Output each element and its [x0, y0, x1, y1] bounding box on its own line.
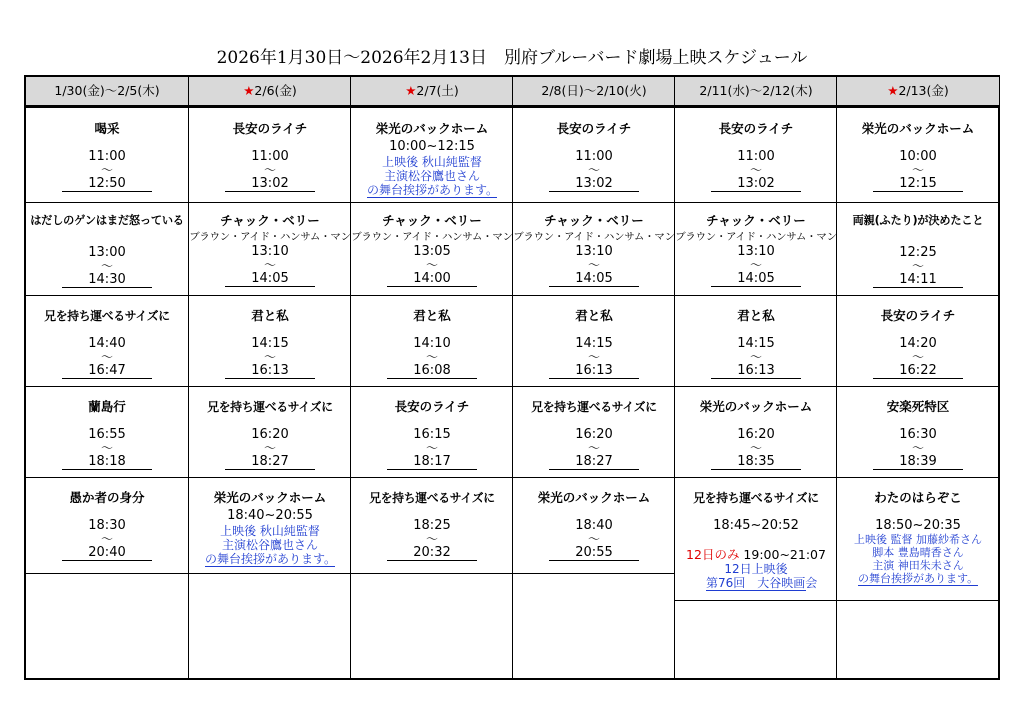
day-header	[351, 77, 513, 108]
screening-slot	[351, 387, 513, 478]
end-time: 14:00	[387, 271, 477, 287]
show-time: 10:00~12:15	[389, 139, 475, 154]
screening-slot	[189, 296, 351, 387]
empty-slot	[26, 574, 188, 680]
day-header	[837, 77, 999, 108]
day-header	[513, 77, 675, 108]
empty-slot	[351, 574, 513, 680]
start-time: 14:10	[413, 336, 451, 351]
tilde: ～	[587, 441, 600, 455]
tilde: ～	[425, 350, 438, 364]
end-time: 18:39	[873, 454, 963, 470]
screening-slot	[675, 203, 837, 296]
start-time: 16:20	[251, 427, 289, 442]
star-icon: ★	[887, 83, 899, 98]
tilde: ～	[100, 350, 113, 364]
screening-slot	[675, 296, 837, 387]
event-note: 主演松谷鷹也さん	[221, 538, 318, 552]
screening-slot	[351, 478, 513, 574]
start-time: 13:10	[575, 244, 613, 259]
screening-slot	[513, 387, 675, 478]
end-time: 12:15	[873, 176, 963, 192]
start-time: 14:40	[88, 336, 126, 351]
screening-slot	[26, 478, 188, 574]
empty-slot	[837, 601, 999, 680]
empty-slot	[513, 574, 675, 680]
screening-slot	[26, 296, 188, 387]
tilde: ～	[749, 258, 762, 272]
end-time: 18:17	[387, 454, 477, 470]
film-title: 君と私	[413, 308, 451, 323]
event-note: 上映後 秋山純監督	[220, 524, 320, 538]
start-time: 14:15	[737, 336, 775, 351]
screening-slot	[675, 387, 837, 478]
event-note: の舞台挨拶があります。	[205, 552, 337, 566]
screening-slot	[675, 108, 837, 203]
day-column	[836, 77, 999, 678]
screening-slot	[837, 108, 999, 203]
film-title: 長安のライチ	[718, 121, 794, 136]
tilde: ～	[749, 350, 762, 364]
end-time: 20:55	[549, 545, 639, 561]
end-time: 18:18	[62, 454, 152, 470]
end-time: 14:05	[549, 271, 639, 287]
film-title: 長安のライチ	[394, 399, 470, 414]
film-title: 君と私	[575, 308, 613, 323]
film-title: 栄光のバックホーム	[537, 490, 651, 505]
screening-slot	[837, 387, 999, 478]
screening-slot	[513, 296, 675, 387]
day-date: 2/11(水)～2/12(木)	[699, 83, 813, 98]
star-icon: ★	[243, 83, 255, 98]
show-time: 18:45~20:52	[713, 518, 799, 533]
film-subtitle: ブラウン・アイド・ハンサム・マン	[189, 231, 351, 243]
screening-slot	[189, 203, 351, 296]
tilde: ～	[425, 532, 438, 546]
day-date: 2/7(土)	[416, 83, 459, 98]
tilde: ～	[587, 532, 600, 546]
film-title: 栄光のバックホーム	[213, 490, 327, 505]
screening-slot	[513, 478, 675, 574]
start-time: 13:05	[413, 244, 451, 259]
film-title: チャック・ベリー	[706, 213, 806, 228]
day-date: 2/6(金)	[254, 83, 297, 98]
star-icon: ★	[405, 83, 417, 98]
start-time: 11:00	[737, 149, 775, 164]
end-time: 16:47	[62, 363, 152, 379]
start-time: 18:25	[413, 518, 451, 533]
screening-slot	[513, 203, 675, 296]
start-time: 16:20	[575, 427, 613, 442]
end-time: 13:02	[549, 176, 639, 192]
tilde: ～	[263, 441, 276, 455]
event-note: 上映後 監督 加藤紗希さん	[854, 533, 982, 546]
screening-slot	[351, 108, 513, 203]
show-time: 18:50~20:35	[875, 518, 961, 533]
film-title: 兄を持ち運べるサイズに	[207, 400, 333, 414]
empty-slot	[675, 601, 837, 680]
start-time: 18:30	[88, 518, 126, 533]
start-time: 16:20	[737, 427, 775, 442]
event-note: 第76回 大谷映画会	[706, 576, 818, 590]
special-show	[675, 547, 837, 562]
start-time: 14:20	[899, 336, 937, 351]
end-time: 12:50	[62, 176, 152, 192]
end-time: 16:08	[387, 363, 477, 379]
screening-slot	[837, 478, 999, 601]
end-time: 16:13	[549, 363, 639, 379]
tilde: ～	[263, 258, 276, 272]
tilde: ～	[100, 259, 113, 273]
special-label: 12日のみ	[686, 547, 740, 562]
page-title: 2026年1月30日～2026年2月13日 別府ブルーバード劇場上映スケジュール	[216, 48, 808, 68]
film-title: チャック・ベリー	[382, 213, 482, 228]
end-time: 14:05	[711, 271, 801, 287]
screening-slot	[351, 296, 513, 387]
tilde: ～	[587, 163, 600, 177]
day-date: 2/8(日)～2/10(火)	[541, 83, 647, 98]
film-title: 蘭島行	[88, 399, 126, 414]
start-time: 11:00	[575, 149, 613, 164]
event-note: の舞台挨拶があります。	[858, 572, 979, 585]
screening-slot	[837, 203, 999, 296]
film-title: 長安のライチ	[556, 121, 632, 136]
film-title: 安楽死特区	[886, 399, 950, 414]
start-time: 18:40	[575, 518, 613, 533]
film-title: 兄を持ち運べるサイズに	[531, 400, 657, 414]
day-date: 2/13(金)	[898, 83, 949, 98]
film-title: 長安のライチ	[880, 308, 956, 323]
film-title: 兄を持ち運べるサイズに	[44, 309, 170, 323]
tilde: ～	[263, 163, 276, 177]
film-title: 兄を持ち運べるサイズに	[693, 491, 819, 505]
start-time: 14:15	[575, 336, 613, 351]
start-time: 14:15	[251, 336, 289, 351]
day-header	[189, 77, 351, 108]
tilde: ～	[100, 163, 113, 177]
day-header	[675, 77, 837, 108]
film-title: 栄光のバックホーム	[375, 121, 489, 136]
event-note: 主演 神田朱未さん	[872, 559, 964, 572]
tilde: ～	[911, 350, 924, 364]
tilde: ～	[425, 258, 438, 272]
screening-slot	[837, 296, 999, 387]
film-title: 栄光のバックホーム	[699, 399, 813, 414]
show-time: 18:40~20:55	[227, 508, 313, 523]
screening-slot	[513, 108, 675, 203]
tilde: ～	[425, 441, 438, 455]
start-time: 10:00	[899, 149, 937, 164]
screening-slot	[189, 108, 351, 203]
film-title: 長安のライチ	[232, 121, 308, 136]
tilde: ～	[749, 441, 762, 455]
film-subtitle: ブラウン・アイド・ハンサム・マン	[675, 231, 837, 243]
day-column	[674, 77, 837, 678]
start-time: 16:30	[899, 427, 937, 442]
end-time: 14:11	[873, 272, 963, 288]
start-time: 13:10	[737, 244, 775, 259]
schedule-table	[24, 75, 1000, 680]
tilde: ～	[911, 441, 924, 455]
tilde: ～	[263, 350, 276, 364]
end-time: 16:13	[225, 363, 315, 379]
tilde: ～	[587, 350, 600, 364]
event-note: 12日上映後	[724, 562, 788, 576]
end-time: 20:40	[62, 545, 152, 561]
start-time: 16:15	[413, 427, 451, 442]
screening-slot	[26, 203, 188, 296]
film-subtitle: ブラウン・アイド・ハンサム・マン	[513, 231, 675, 243]
film-title: 君と私	[737, 308, 775, 323]
screening-slot	[351, 203, 513, 296]
day-header	[26, 77, 188, 108]
film-subtitle: ブラウン・アイド・ハンサム・マン	[351, 231, 513, 243]
start-time: 13:10	[251, 244, 289, 259]
day-column	[26, 77, 188, 678]
tilde: ～	[100, 532, 113, 546]
tilde: ～	[749, 163, 762, 177]
tilde: ～	[911, 163, 924, 177]
empty-slot	[189, 574, 351, 680]
film-title: 愚か者の身分	[69, 490, 145, 505]
day-column	[350, 77, 513, 678]
start-time: 16:55	[88, 427, 126, 442]
day-column	[512, 77, 675, 678]
film-title: 喝采	[94, 121, 120, 136]
day-date: 1/30(金)～2/5(木)	[54, 83, 160, 98]
end-time: 14:30	[62, 272, 152, 288]
start-time: 11:00	[251, 149, 289, 164]
start-time: 13:00	[88, 245, 126, 260]
end-time: 18:27	[549, 454, 639, 470]
end-time: 13:02	[711, 176, 801, 192]
film-title: わたのはらぞこ	[874, 490, 962, 505]
event-note: 主演松谷鷹也さん	[383, 169, 480, 183]
tilde: ～	[100, 441, 113, 455]
tilde: ～	[911, 259, 924, 273]
event-note: の舞台挨拶があります。	[367, 183, 499, 197]
end-time: 20:32	[387, 545, 477, 561]
end-time: 16:13	[711, 363, 801, 379]
end-time: 16:22	[873, 363, 963, 379]
end-time: 14:05	[225, 271, 315, 287]
special-time: 19:00~21:07	[739, 547, 826, 562]
screening-slot	[189, 387, 351, 478]
day-column	[188, 77, 351, 678]
film-title: 栄光のバックホーム	[861, 121, 975, 136]
screening-slot	[189, 478, 351, 574]
film-title: 両親(ふたり)が決めたこと	[852, 214, 984, 227]
tilde: ～	[587, 258, 600, 272]
film-title: チャック・ベリー	[544, 213, 644, 228]
start-time: 11:00	[88, 149, 126, 164]
film-title: チャック・ベリー	[220, 213, 320, 228]
end-time: 13:02	[225, 176, 315, 192]
event-note: 脚本 豊島晴香さん	[872, 546, 964, 559]
screening-slot	[26, 387, 188, 478]
film-title: 君と私	[251, 308, 289, 323]
start-time: 12:25	[899, 245, 937, 260]
event-note: 上映後 秋山純監督	[382, 155, 482, 169]
film-title: はだしのゲンはまだ怒っている	[30, 214, 184, 227]
film-title: 兄を持ち運べるサイズに	[369, 491, 495, 505]
screening-slot	[675, 478, 837, 601]
end-time: 18:27	[225, 454, 315, 470]
end-time: 18:35	[711, 454, 801, 470]
screening-slot	[26, 108, 188, 203]
